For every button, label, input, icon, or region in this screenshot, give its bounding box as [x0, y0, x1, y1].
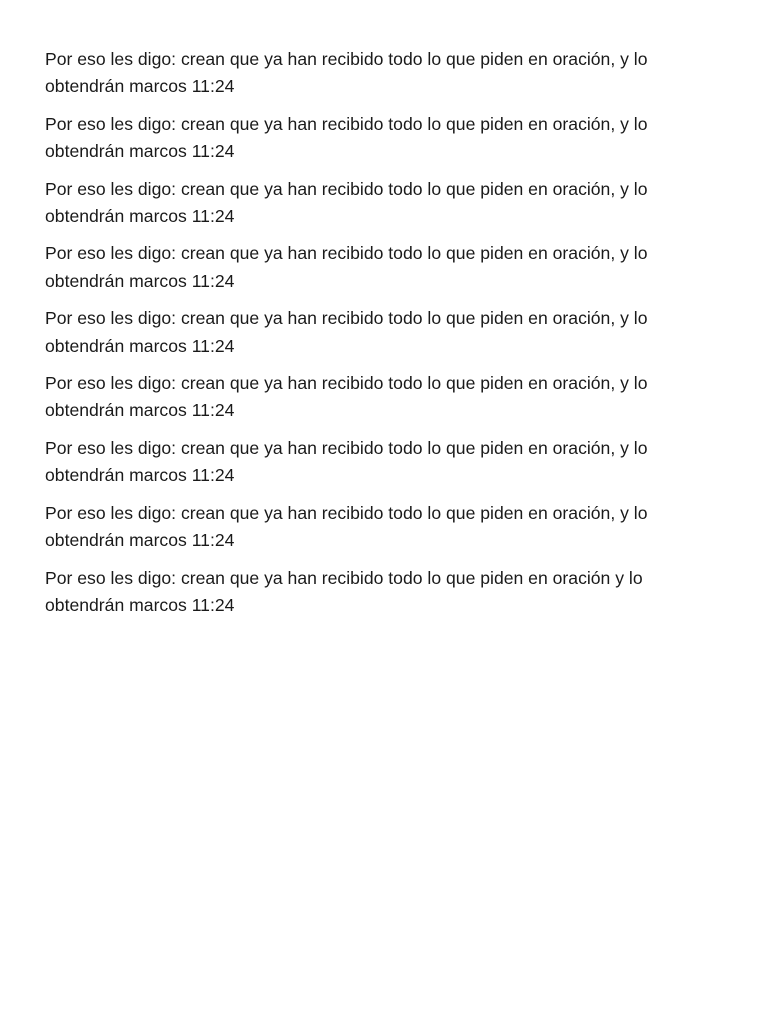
- paragraph: Por eso les digo: crean que ya han recibido todo lo que piden en oración, y lo obtendrán marcos 11:24: [45, 308, 648, 356]
- paragraph: Por eso les digo: crean que ya han recibido todo lo que piden en oración, y lo obtendrán marcos 11:24: [45, 243, 648, 291]
- paragraph: Por eso les digo: crean que ya han recibido todo lo que piden en oración, y lo obtendrán marcos 11:24: [45, 178, 648, 227]
- paragraph: Por eso les digo: crean que ya han recibido todo lo que piden en oración, y lo obtendrán marcos 11:24: [45, 373, 648, 421]
- paragraph: Por eso les digo: crean que ya han recibido todo lo que piden en oración, y lo obtendrán marcos 11:24: [45, 502, 648, 551]
- document-body: [45, 46, 705, 629]
- paragraph: Por eso les digo: crean que ya han recibido todo lo que piden en oración, y lo obtendrán marcos 11:24: [45, 437, 648, 486]
- paragraph: Por eso les digo: crean que ya han recibido todo lo que piden en oración, y lo obtendrán marcos 11:24: [45, 49, 648, 97]
- paragraph: Por eso les digo: crean que ya han recibido todo lo que piden en oración, y lo obtendrán marcos 11:24: [45, 113, 648, 162]
- paragraph: Por eso les digo: crean que ya han recibido todo lo que piden en oración y lo obtendrán marcos 11:24: [45, 567, 643, 615]
